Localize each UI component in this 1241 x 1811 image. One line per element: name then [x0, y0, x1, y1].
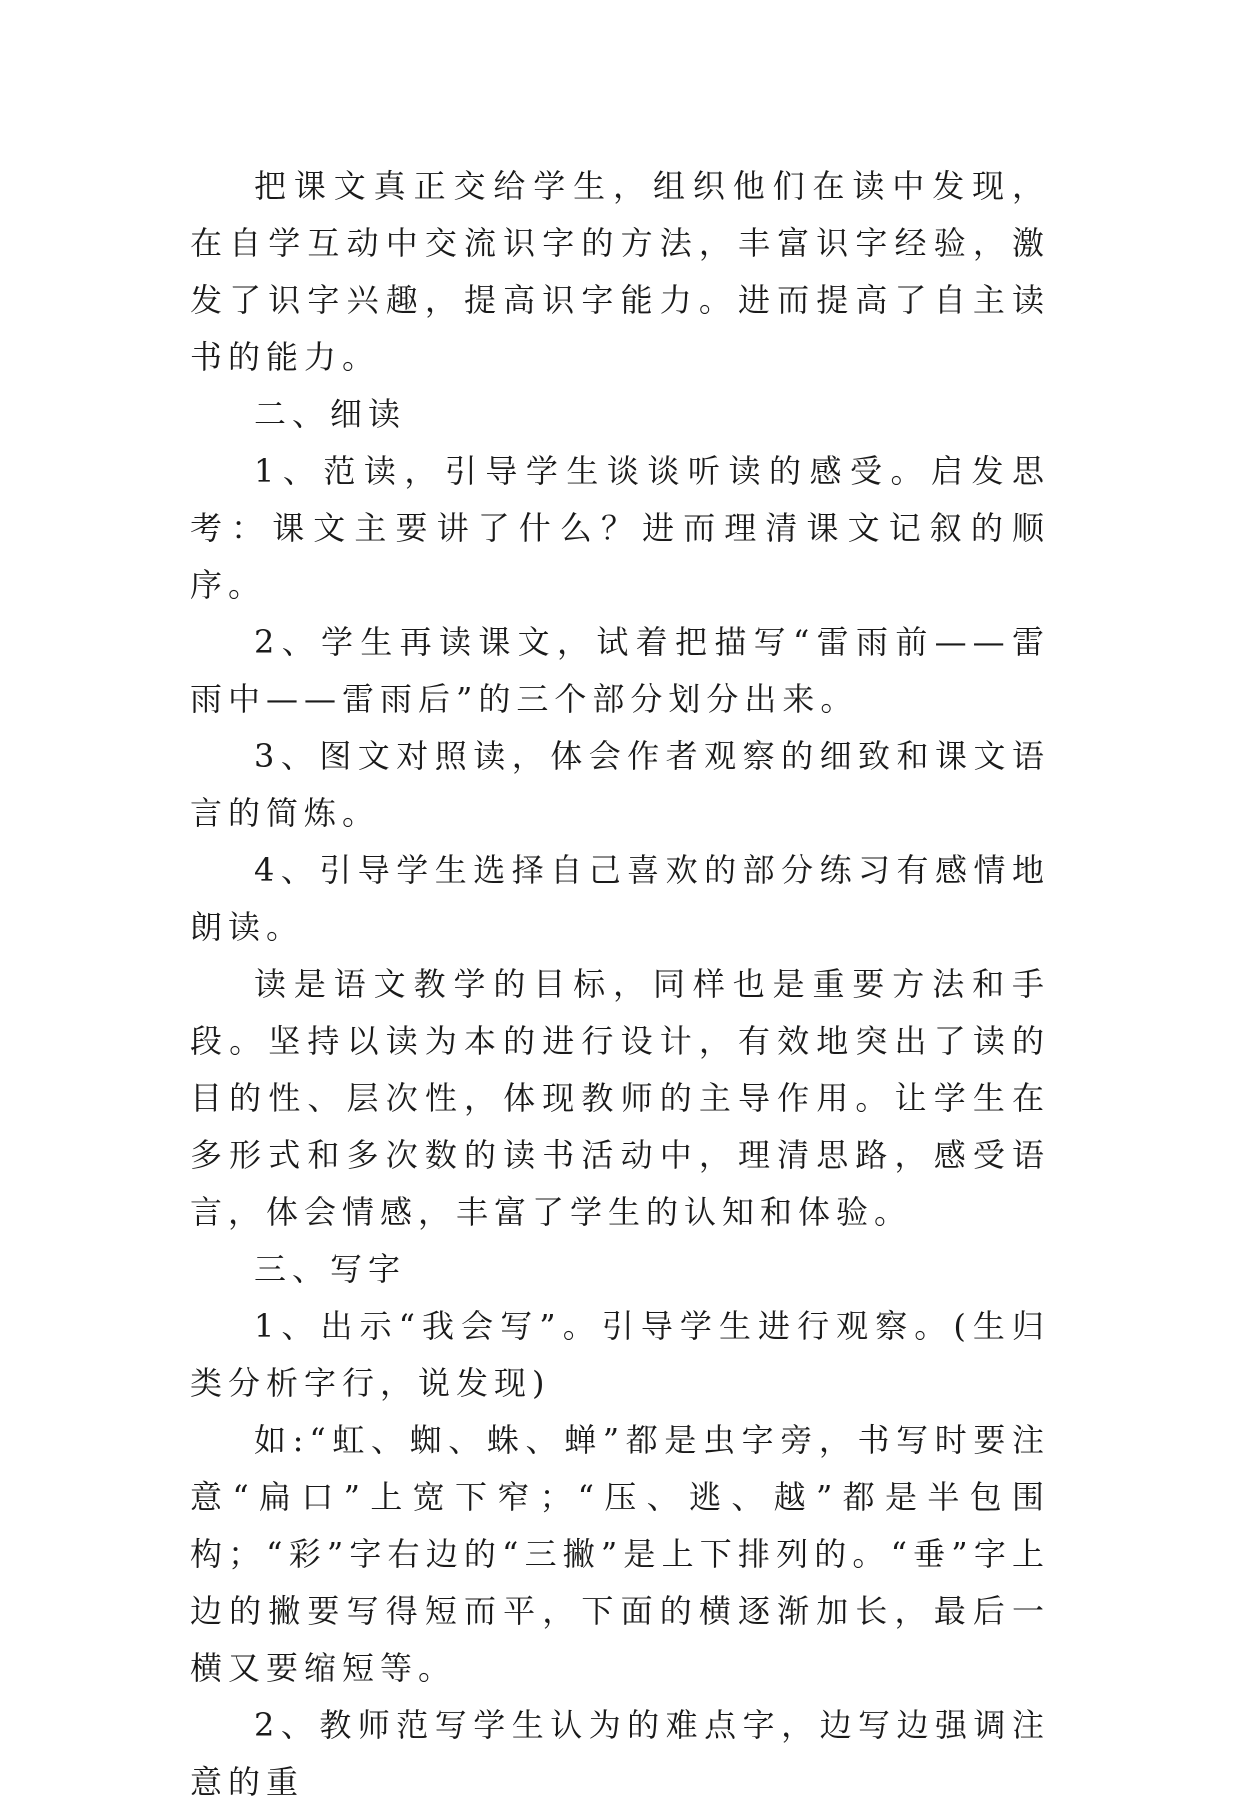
paragraph-write-step-2: 2、教师范写学生认为的难点字，边写边强调注意的重 — [190, 1706, 1050, 1801]
paragraph-step-1: 1、范读，引导学生谈谈听读的感受。启发思考：课文主要讲了什么？进而理清课文记叙的顺序。 — [190, 452, 1050, 604]
paragraph-step-2: 2、学生再读课文，试着把描写“雷雨前——雷雨中——雷雨后”的三个部分划分出来。 — [190, 623, 1050, 718]
paragraph-write-step-1: 1、出示“我会写”。引导学生进行观察。(生归类分析字行，说发现) — [190, 1307, 1050, 1402]
paragraph-example: 如:“虹、蜘、蛛、蝉”都是虫字旁，书写时要注意“扁口”上宽下窄；“压、逃、越”都是半包围构；“彩”字右边的“三撇”是上下排列的。“垂”字上边的撇要写得短而平，下面的横逐渐加长，最后一横又要缩短等。 — [190, 1421, 1050, 1687]
section-heading-2: 二、细读 — [254, 395, 407, 433]
paragraph-step-3: 3、图文对照读，体会作者观察的细致和课文语言的简炼。 — [190, 737, 1050, 832]
paragraph-step-4: 4、引导学生选择自己喜欢的部分练习有感情地朗读。 — [190, 851, 1050, 946]
section-heading-3: 三、写字 — [254, 1250, 407, 1288]
paragraph-intro: 把课文真正交给学生，组织他们在读中发现，在自学互动中交流识字的方法，丰富识字经验，激发了识字兴趣，提高识字能力。进而提高了自主读书的能力。 — [190, 167, 1050, 376]
document-page — [190, 158, 1050, 1811]
paragraph-reading-commentary: 读是语文教学的目标，同样也是重要方法和手段。坚持以读为本的进行设计，有效地突出了读的目的性、层次性，体现教师的主导作用。让学生在多形式和多次数的读书活动中，理清思路，感受语言，体会情感，丰富了学生的认知和体验。 — [190, 965, 1050, 1231]
